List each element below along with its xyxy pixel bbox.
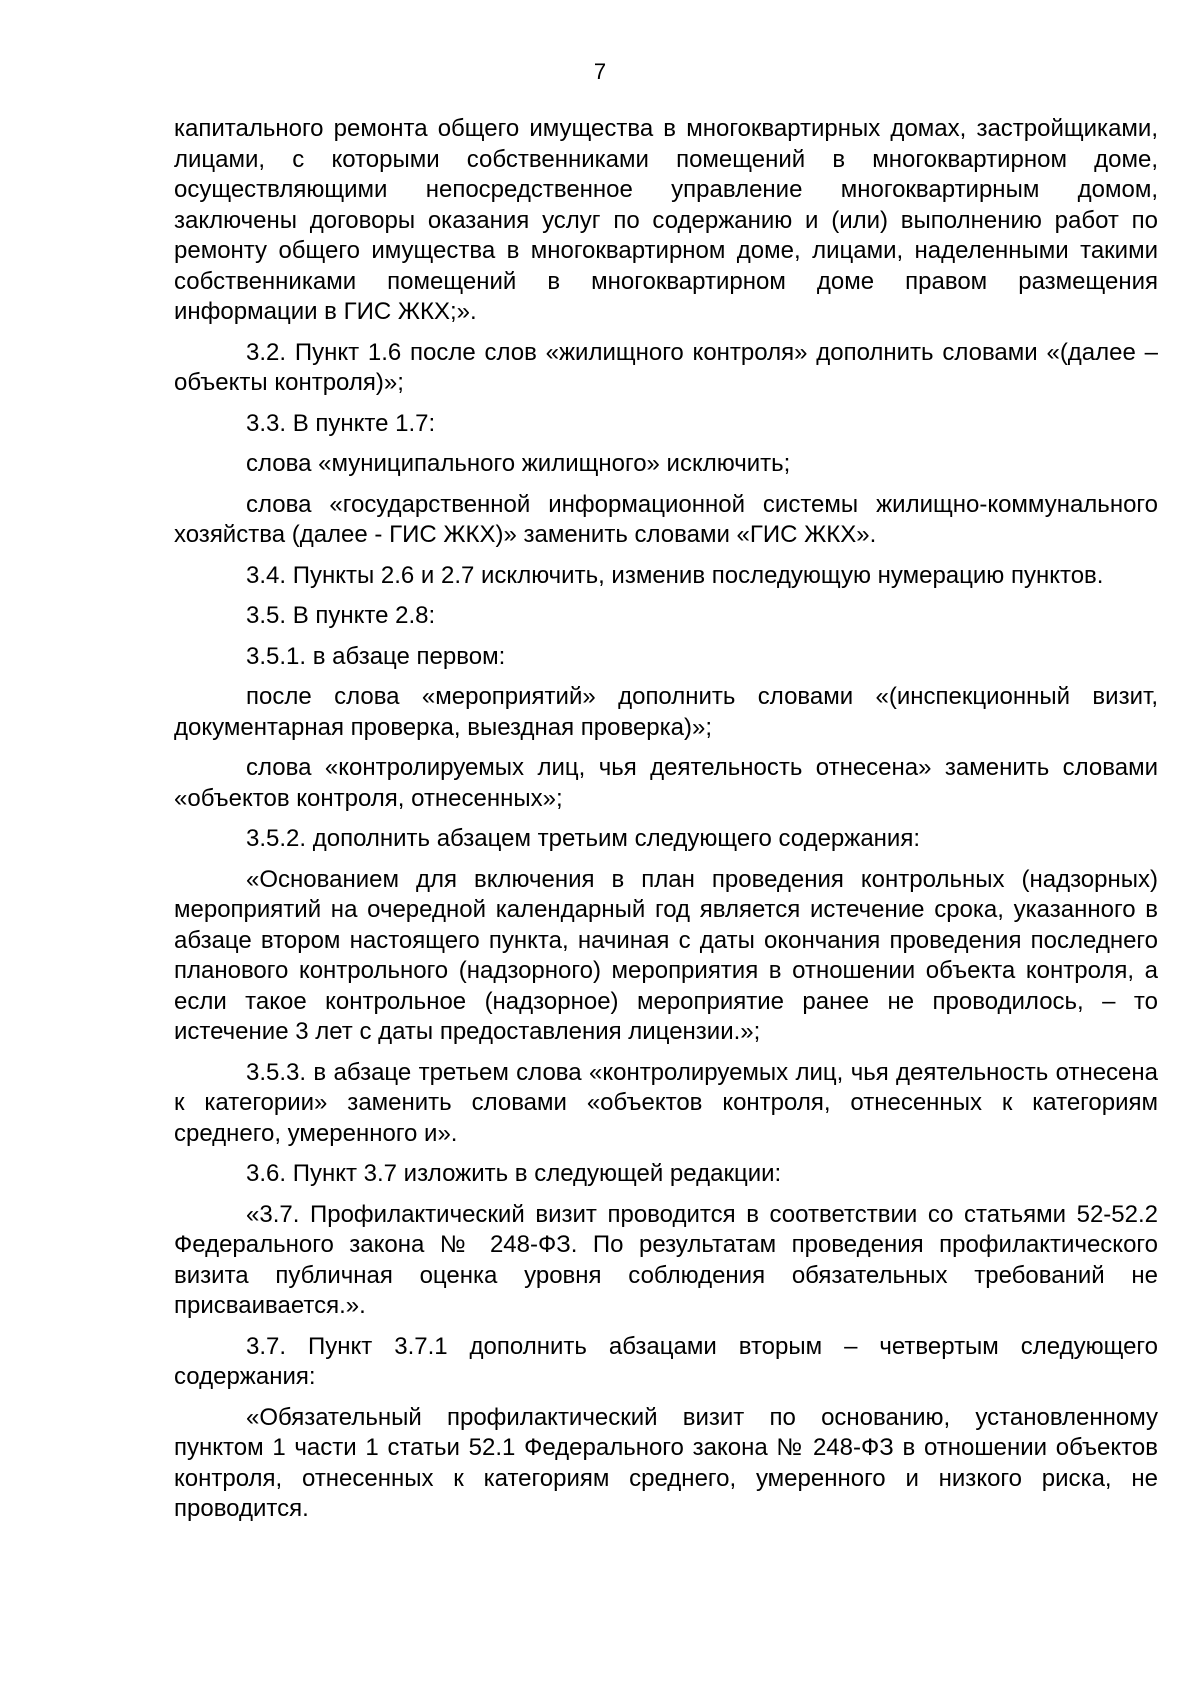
paragraph-3-5-1: 3.5.1. в абзаце первом: [246,642,506,670]
page-number: 7 [593,59,607,84]
paragraph-3-2: 3.2. Пункт 1.6 после слов «жилищного контроля» дополнить словами «(далее – объекты контроля)»; [174,338,1158,396]
paragraph-3-6: 3.6. Пункт 3.7 изложить в следующей редакции: [246,1160,782,1187]
paragraph-3-5-2-quote: «Основанием для включения в план проведения контрольных (надзорных) мероприятий на очередной календарный год является истечение срока, указанного в абзаце втором настоящего пункта, начиная с даты окончания проведения последнего планового контрольного (надзорного) мероприятия в отношении объекта контроля, а если такое контрольное (надзорное) мероприятие ранее не проводилось, – то истечение 3 лет с даты предоставления лицензии.»; [174,865,1158,1045]
paragraph-3-4: 3.4. Пункты 2.6 и 2.7 исключить, изменив последующую нумерацию пунктов. [246,561,1104,589]
paragraph-continuation: капитального ремонта общего имущества в многоквартирных домах, застройщиками, лицами, с которыми собственниками помещений в многоквартирном доме, осуществляющими непосредственное управление многоквартирным домом, заключены договоры оказания услуг по содержанию и (или) выполнению работ по ремонту общего имущества в многоквартирном доме, лицами, наделенными такими собственниками помещений в многоквартирном доме правом размещения информации в ГИС ЖКХ;». [174,115,1158,325]
paragraph-3-5: 3.5. В пункте 2.8: [246,602,436,629]
paragraph-3-3-words-2: слова «государственной информационной системы жилищно-коммунального хозяйства (далее - ГИС ЖКХ)» заменить словами «ГИС ЖКХ». [174,490,1158,548]
paragraph-3-5-1-a: после слова «мероприятий» дополнить словами «(инспекционный визит, документарная проверка, выездная проверка)»; [174,683,1158,741]
document-body [174,114,1158,1525]
paragraph-3-6-quote: «3.7. Профилактический визит проводится в соответствии со статьями 52-52.2 Федерального закона № 248-ФЗ. По результатам проведения профилактического визита публичная оценка уровня соблюдения обязательных требований не присваивается.». [174,1200,1158,1319]
paragraph-3-3: 3.3. В пункте 1.7: [246,409,436,437]
paragraph-3-5-2: 3.5.2. дополнить абзацем третьим следующего содержания: [246,825,920,852]
paragraph-3-5-3: 3.5.3. в абзаце третьем слова «контролируемых лиц, чья деятельность отнесена к категории» заменить словами «объектов контроля, отнесенных к категориям среднего, умеренного и». [174,1058,1158,1147]
paragraph-3-5-1-b: слова «контролируемых лиц, чья деятельность отнесена» заменить словами «объектов контроля, отнесенных»; [174,754,1158,812]
paragraph-3-3-words-1: слова «муниципального жилищного» исключить; [246,450,791,477]
paragraph-3-7: 3.7. Пункт 3.7.1 дополнить абзацами вторым – четвертым следующего содержания: [174,1332,1158,1390]
paragraph-3-7-quote: «Обязательный профилактический визит по основанию, установленному пунктом 1 части 1 статьи 52.1 Федерального закона № 248-ФЗ в отношении объектов контроля, отнесенных к категориям среднего, умеренного и низкого риска, не проводится. [174,1403,1158,1522]
